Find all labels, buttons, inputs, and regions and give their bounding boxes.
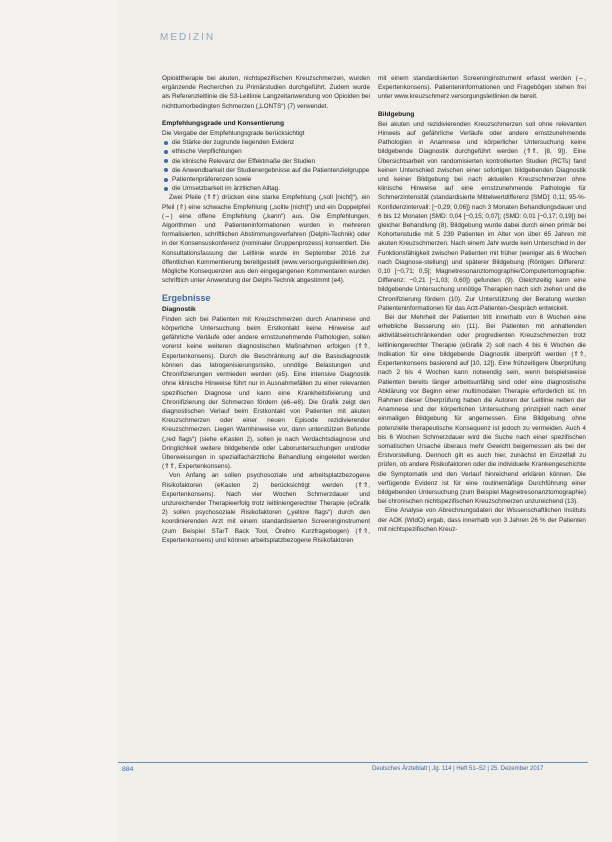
heading-diagnostics: Diagnostik [162, 305, 196, 313]
imaging-paragraph-3: Eine Analyse von Abrechnungsdaten der Wissenschaftlichen Instituts der AOK (WIdO) ergab, dass innerhalb von 3 Jahren 26 % der Patienten mit nichtspezifischen Kreuz- [378, 507, 586, 533]
heading-imaging: Bildgebung [378, 110, 415, 118]
intro-paragraph: Opioidtherapie bei akuten, nichtspezifischen Kreuzschmerzen, wurden ergänzende Recherchen zu Primärstudien durchgeführt. Zudem wurde als Referenzleitlinie die S3-Leitlinie Langzeitanwendung von Opioiden bei nichttumorbedingten Schmerzen („LONTS“) (7) verwendet. [162, 75, 370, 110]
consensus-body: Zwei Pfeile (⇑⇑) drücken eine starke Empfehlung („soll [nicht]“), ein Pfeil (⇑) eine schwache Empfehlung („sollte [nicht]“) und ein Doppelpfeil (⇔) eine offene Empfehlung („kann“) aus. Die Empfehlungen, Algorithmen und Patienteninformationen wurden in mehreren formalisierten, schriftlichen Abstimmungsverfahren (Delphi-Technik) oder in der Konsensuskonferenz (nominaler Gruppenprozess) konsentiert. Die Konsultationsfassung der Leitlinie wurde im September 2016 zur öffentlichen Kommentierung bereitgestellt (www.versorgungsleitlinien.de). Mögliche Konsequenzen aus den eingegangenen Kommentaren wurden schriftlich unter Anwendung der Delphi-Technik abgestimmt (e4). [162, 194, 370, 285]
right-column [378, 74, 586, 534]
list-item: Patientenpräferenzen sowie [172, 175, 370, 184]
criteria-list [162, 138, 370, 193]
left-column [162, 74, 370, 545]
imaging-paragraph-2: Bei der Mehrheit der Patienten tritt innerhalb von 6 Wochen eine erhebliche Besserung ein (11). Bei Patienten mit anhaltenden aktivitätseinschränkenden oder progredienten Kreuzschmerzen trotz leitliniengerechter Therapie (eGrafik 2) soll nach 4 bis 6 Wochen die Indikation für eine bildgebende Diagnostik überprüft werden (⇑⇑, Expertenkonsens basierend auf [10, 12]). Eine frühzeitigere Überprüfung nach 2 bis 4 Wochen kann notwendig sein, wenn beispielsweise Patienten bereits länger arbeitsunfähig sind oder eine diagnostische Abklärung vor Beginn einer multimodalen Therapie erforderlich ist. Im Rahmen dieser Überprüfung haben die Autoren der Leitlinie neben der Anamnese und der körperlichen Untersuchung prinzipiell nach einer einmaligen Bildgebung für angemessen. Eine Bildgebung ohne potenzielle therapeutische Konsequenz ist jedoch zu vermeiden. Auch 4 bis 6 Wochen Schmerzdauer wird die Suche nach einer spezifischen somatischen Ursache überaus mehr Gewicht beigemessen als bei der Erstvorstellung. Dennoch gilt es auch hier, zunächst im Einzelfall zu prüfen, ob andere Risikofaktoren oder die individuelle Krankengeschichte die Symptomatik und den Verlauf hinreichend erklären können. Die verfügende Evidenz ist für eine routinemäßige Durchführung einer bildgebenden Untersuchung (zum Beispiel Magnetresonanztomographie) bei chronischen nichtspezifischen Kreuzschmerzen unzureichend (13). [378, 314, 586, 506]
page-number: 884 [122, 766, 134, 773]
list-item: die Stärke der zugrunde liegenden Evidenz [172, 138, 370, 147]
page-left-margin [0, 0, 118, 842]
continuation-paragraph: mit einem standardisierten Screeninginstrument erfasst werden (⇔, Expertenkonsens). Patienteninformationen und Fragebögen stehen frei unter www.kreuzschmerz.versorgungsleitlinien.de bereit. [378, 75, 586, 101]
journal-citation: Deutsches Ärzteblatt | Jg. 114 | Heft 51–52 | 25. Dezember 2017 [372, 766, 544, 772]
list-item: die Umsetzbarkeit im ärztlichen Alltag. [172, 184, 370, 193]
heading-results: Ergebnisse [162, 293, 211, 304]
imaging-paragraph-1: Bei akuten und rezidivierenden Kreuzschmerzen soll ohne relevanten Hinweis auf gefährliche Verläufe oder andere ernstzunehmende Pathologien in Anamnese und körperlicher Untersuchung keine bildgebende Diagnostik durchgeführt werden (⇑⇑, [8, 9]). Eine Übersichtsarbeit von randomisierten kontrollierten Studien (RCTs) fand keinen Unterschied zwischen einer sofortigen bildgebenden Diagnostik und keiner Bildgebung bei nach aktuellen Kreuzschmerzen ohne klinische Hinweise auf eine ernstzunehmende Pathologie für Schmerzintensität (standardisierte Mittelwertdifferenz [SMD]: 0,11; 95-%-Konfidenzintervall: [−0,29; 0,06]) nach 3 Monaten Behandlungsdauer und 6 bis 12 Monaten (SMD: 0,04 [−0,15; 0,07]; (SMD: 0,01 [−0,17; 0,19]) bei gleicher Behandlung (8). Bildgebung wurde dabei durch einen primär bei Kohortenstudie mit 5 239 Patienten im Alter von über 65 Jahren mit akuten Kreuzschmerzen. Nach einem Jahr wurde kein Unterschied in der Funktionsfähigkeit zwischen Patienten mit früher (weniger als 6 Wochen nach Diagnose-stellung) und späterer Bildgebung (Röntgen: Differenz: 0,10 [−0,71; 0,5]; Magnetresonanztomographie/Computertomographie: Differenz: −0,21 [−1,03; 0,60]) gefunden (9). Gleichzeitig kann eine bildgebende Untersuchung unnötige Therapien nach sich ziehen und die Chronifizierung fördern (10). Zur Unterstützung der Beratung wurden Patienteninformationen für das Arzt-Patienten-Gespräch entwickelt. [378, 120, 586, 312]
consensus-lead: Die Vergabe der Empfehlungsgrade berücksichtigt [162, 130, 305, 138]
diagnostics-paragraph-1: Finden sich bei Patienten mit Kreuzschmerzen durch Anamnese und körperliche Untersuchung beim Erstkontakt keine Hinweise auf gefährliche Verläufe oder andere ernstzunehmende Pathologien, sollen vorerst keine weiteren diagnostischen Maßnahmen erfolgen (⇑⇑, Expertenkonsens). Durch die Beschränkung auf die Basisdiagnostik können das Iatrogenisierungsrisiko, unnötige Belastungen und Chronifizierungen vermieden werden (e5). Eine intensive Diagnostik ohne klinische Hinweise führt nur in Ausnahmefällen zu einer relevanten spezifischen Diagnose und kann eine Krankheitsfixierung und Chronifizierung der Schmerzen fördern (e6–e8). Die Grafik zeigt den diagnostischen Verlauf beim Erstkontakt von Patienten mit akuten Kreuzschmerzen oder einer neuen Episode rezidivierender Kreuzschmerzen. Liegen Warnhinweise vor, dann unterstützen Befunde („red flags“) (siehe eKasten 2), sollen je nach Verdachtsdiagnose und Dringlichkeit weitere bildgebende oder Laboruntersuchungen und/oder Überweisungen in spezialfachärztliche Behandlung eingeleitet werden (⇑⇑, Expertenkonsens). [162, 315, 370, 471]
section-header: MEDIZIN [160, 32, 216, 43]
heading-consensus: Empfehlungsgrade und Konsentierung [162, 119, 284, 127]
diagnostics-paragraph-2: Von Anfang an sollen psychosoziale und arbeitsplatzbezogene Risikofaktoren (eKasten 2) berücksichtigt werden (⇑⇑, Expertenkonsens). Nach vier Wochen Schmerzdauer und unzureichender Therapieerfolg trotz leitliniengerechter Therapie (eGrafik 2) sollen psychosoziale Risikofaktoren („yellow flags“) durch den koordinierenden Arzt mit einem standardisierten Screeninginstrument (zum Beispiel STarT Back Tool, Örebro Kurzfragebogen) (⇑⇑, Expertenkonsens) und können arbeitsplatzbezogene Risikofaktoren [162, 472, 370, 544]
footer-rule [118, 762, 588, 763]
list-item: ethische Verpflichtungen [172, 147, 370, 156]
list-item: die klinische Relevanz der Effektmaße der Studien [172, 157, 370, 166]
list-item: die Anwendbarkeit der Studienergebnisse auf die Patientenzielgruppe [172, 166, 370, 174]
